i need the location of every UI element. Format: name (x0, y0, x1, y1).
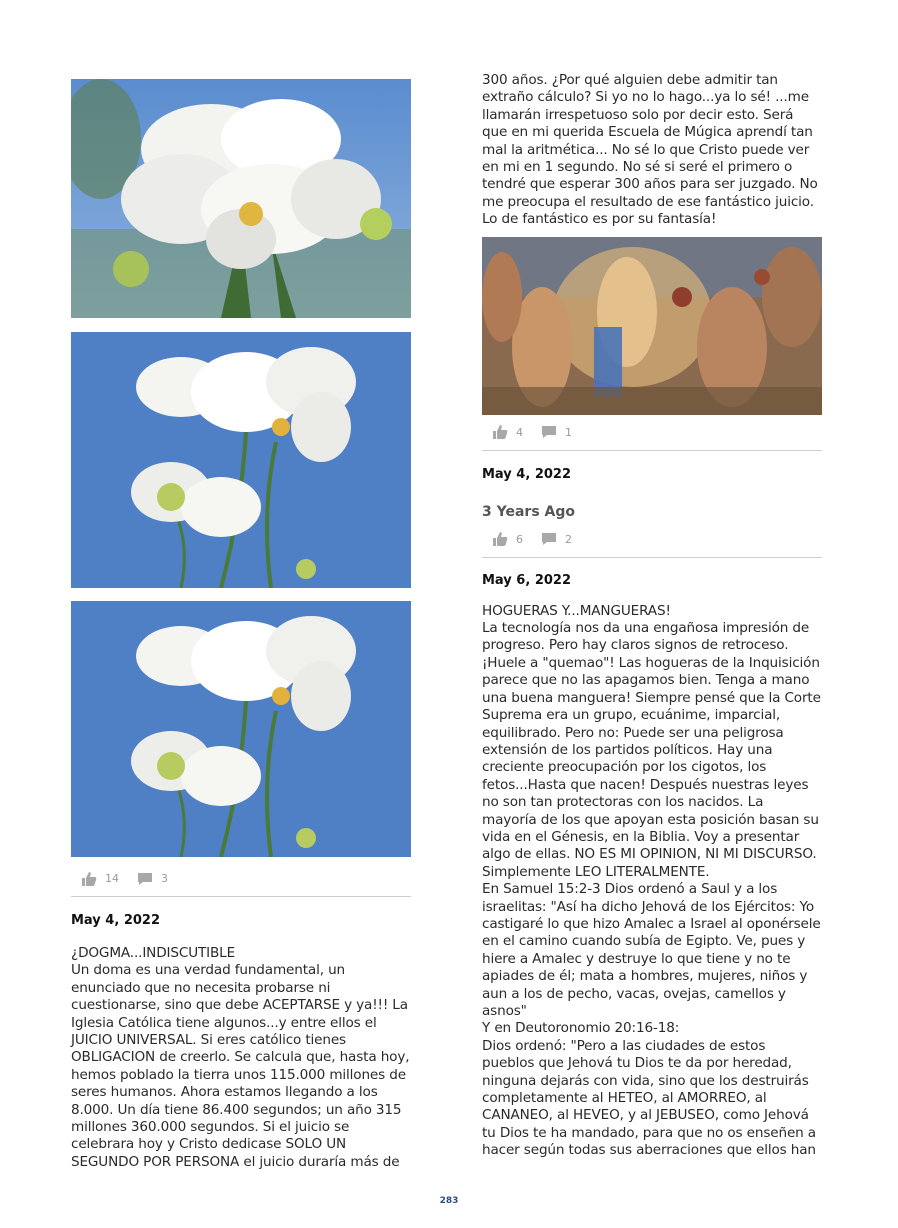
post-date: May 4, 2022 (482, 466, 572, 482)
time-ago-label: 3 Years Ago (482, 503, 575, 520)
comment-count: 3 (161, 872, 168, 885)
speech-bubble-icon[interactable] (137, 872, 153, 886)
post-text: ¿DOGMA...INDISCUTIBLE Un doma es una verdad fundamental, un enunciado que no necesita probarse ni cuestionarse, sino que debe ACEPTARSE y ya!!! La Iglesia Católica tiene algunos...y entre ellos el JUICIO UNIVERSAL. Si eres católico tienes OBLIGACION de creerlo. Se calcula que, hasta hoy, hemos poblado la tierra unos 115.000 millones de seres humanos. Ahora estamos llegando a los 8.000. Un día tiene 86.400 segundos; un año 315 millones 360.000 segundos. Si el juicio se celebrara hoy y Cristo dedicase SOLO UN SEGUNDO POR PERSONA el juicio duraría más de (71, 945, 410, 1170)
white-poppy-photo-2 (71, 332, 411, 588)
reactions-bar-1 (482, 415, 822, 451)
reactions-bar-2 (482, 522, 822, 558)
thumbs-up-icon[interactable] (492, 425, 508, 439)
white-poppy-photo-1 (71, 79, 411, 318)
like-count: 6 (516, 532, 523, 546)
post-date: May 6, 2022 (482, 572, 572, 588)
thumbs-up-icon[interactable] (492, 532, 508, 546)
poppy-sky-image-copy (71, 601, 411, 857)
comment-count: 1 (565, 425, 572, 439)
left-column (71, 79, 411, 1171)
last-judgment-painting (482, 237, 822, 415)
page-number: 283 (439, 1196, 459, 1206)
like-count: 14 (105, 872, 119, 885)
like-count: 4 (516, 425, 523, 439)
speech-bubble-icon[interactable] (541, 532, 557, 546)
fresco-image (482, 237, 822, 415)
thumbs-up-icon[interactable] (81, 872, 97, 886)
post-text: HOGUERAS Y...MANGUERAS! La tecnología nos da una engañosa impresión de progreso. Pero hay claros signos de retroceso. ¡Huele a "quemao"! Las hogueras de la Inquisición parece que no las apagamos bien. Tenga a mano una buena manguera! Siempre pensé que la Corte Suprema era un grupo, ecuánime, imparcial, equilibrado. Pero no: Puede ser una peligrosa extensión de los partidos políticos. Hay una creciente preocupación por los cigotos, los fetos...Hasta que nacen! Después nuestras leyes no son tan protectoras con los nacidos. La mayoría de los que apoyan esta posición basan su vida en el Génesis, en la Biblia. Voy a presentar algo de ellas. NO ES MI OPINION, NI MI DISCURSO. Simplemente LEO LITERALMENTE. En Samuel 15:2-3 Dios ordenó a Saul y a los israelitas: "Así ha dicho Jehová de los Ejércitos: Yo castigaré lo que hizo Amalec a Israel al oponérsele en el camino cuando subía de Egipto. Ve, pues y hiere a Amalec y destruye lo que tiene y no te apiades de él; mata a hombres, mujeres, niños y aun a los de pecho, vacas, ovejas, camellos y asnos" Y en Deutoronomio 20:16-18: Dios ordenó: "Pero a las ciudades de estos pueblos que Jehová tu Dios te da por heredad, ninguna dejarás con vida, sino que los destruirás completamente al HETEO, al AMORREO, al CANANEO, al HEVEO, y al JEBUSEO, como Jehová tu Dios te ha mandado, para que no os enseñen a hacer según todas sus aberraciones que ellos han (482, 602, 821, 1159)
continued-post-text: 300 años. ¿Por qué alguien debe admitir tan extraño cálculo? Si yo no lo hago...ya lo sé! ...me llamarán irrespetuoso solo por decir esto. Será que en mi querida Escuela de Múgica aprendí tan mal la aritmética... No sé lo que Cristo puede ver en mi en 1 segundo. No sé si seré el primero o tendré que esperar 300 años para ser juzgado. No me preocupa el resultado de ese fantástico juicio. Lo de fantástico es por su fantasía! (482, 72, 818, 228)
comment-count: 2 (565, 532, 572, 546)
poppy-closeup-image (71, 79, 411, 318)
white-poppy-photo-3 (71, 601, 411, 857)
post-date: May 4, 2022 (71, 913, 161, 928)
speech-bubble-icon[interactable] (541, 425, 557, 439)
right-column (482, 72, 822, 1160)
reactions-bar (71, 861, 411, 897)
poppy-sky-image (71, 332, 411, 588)
